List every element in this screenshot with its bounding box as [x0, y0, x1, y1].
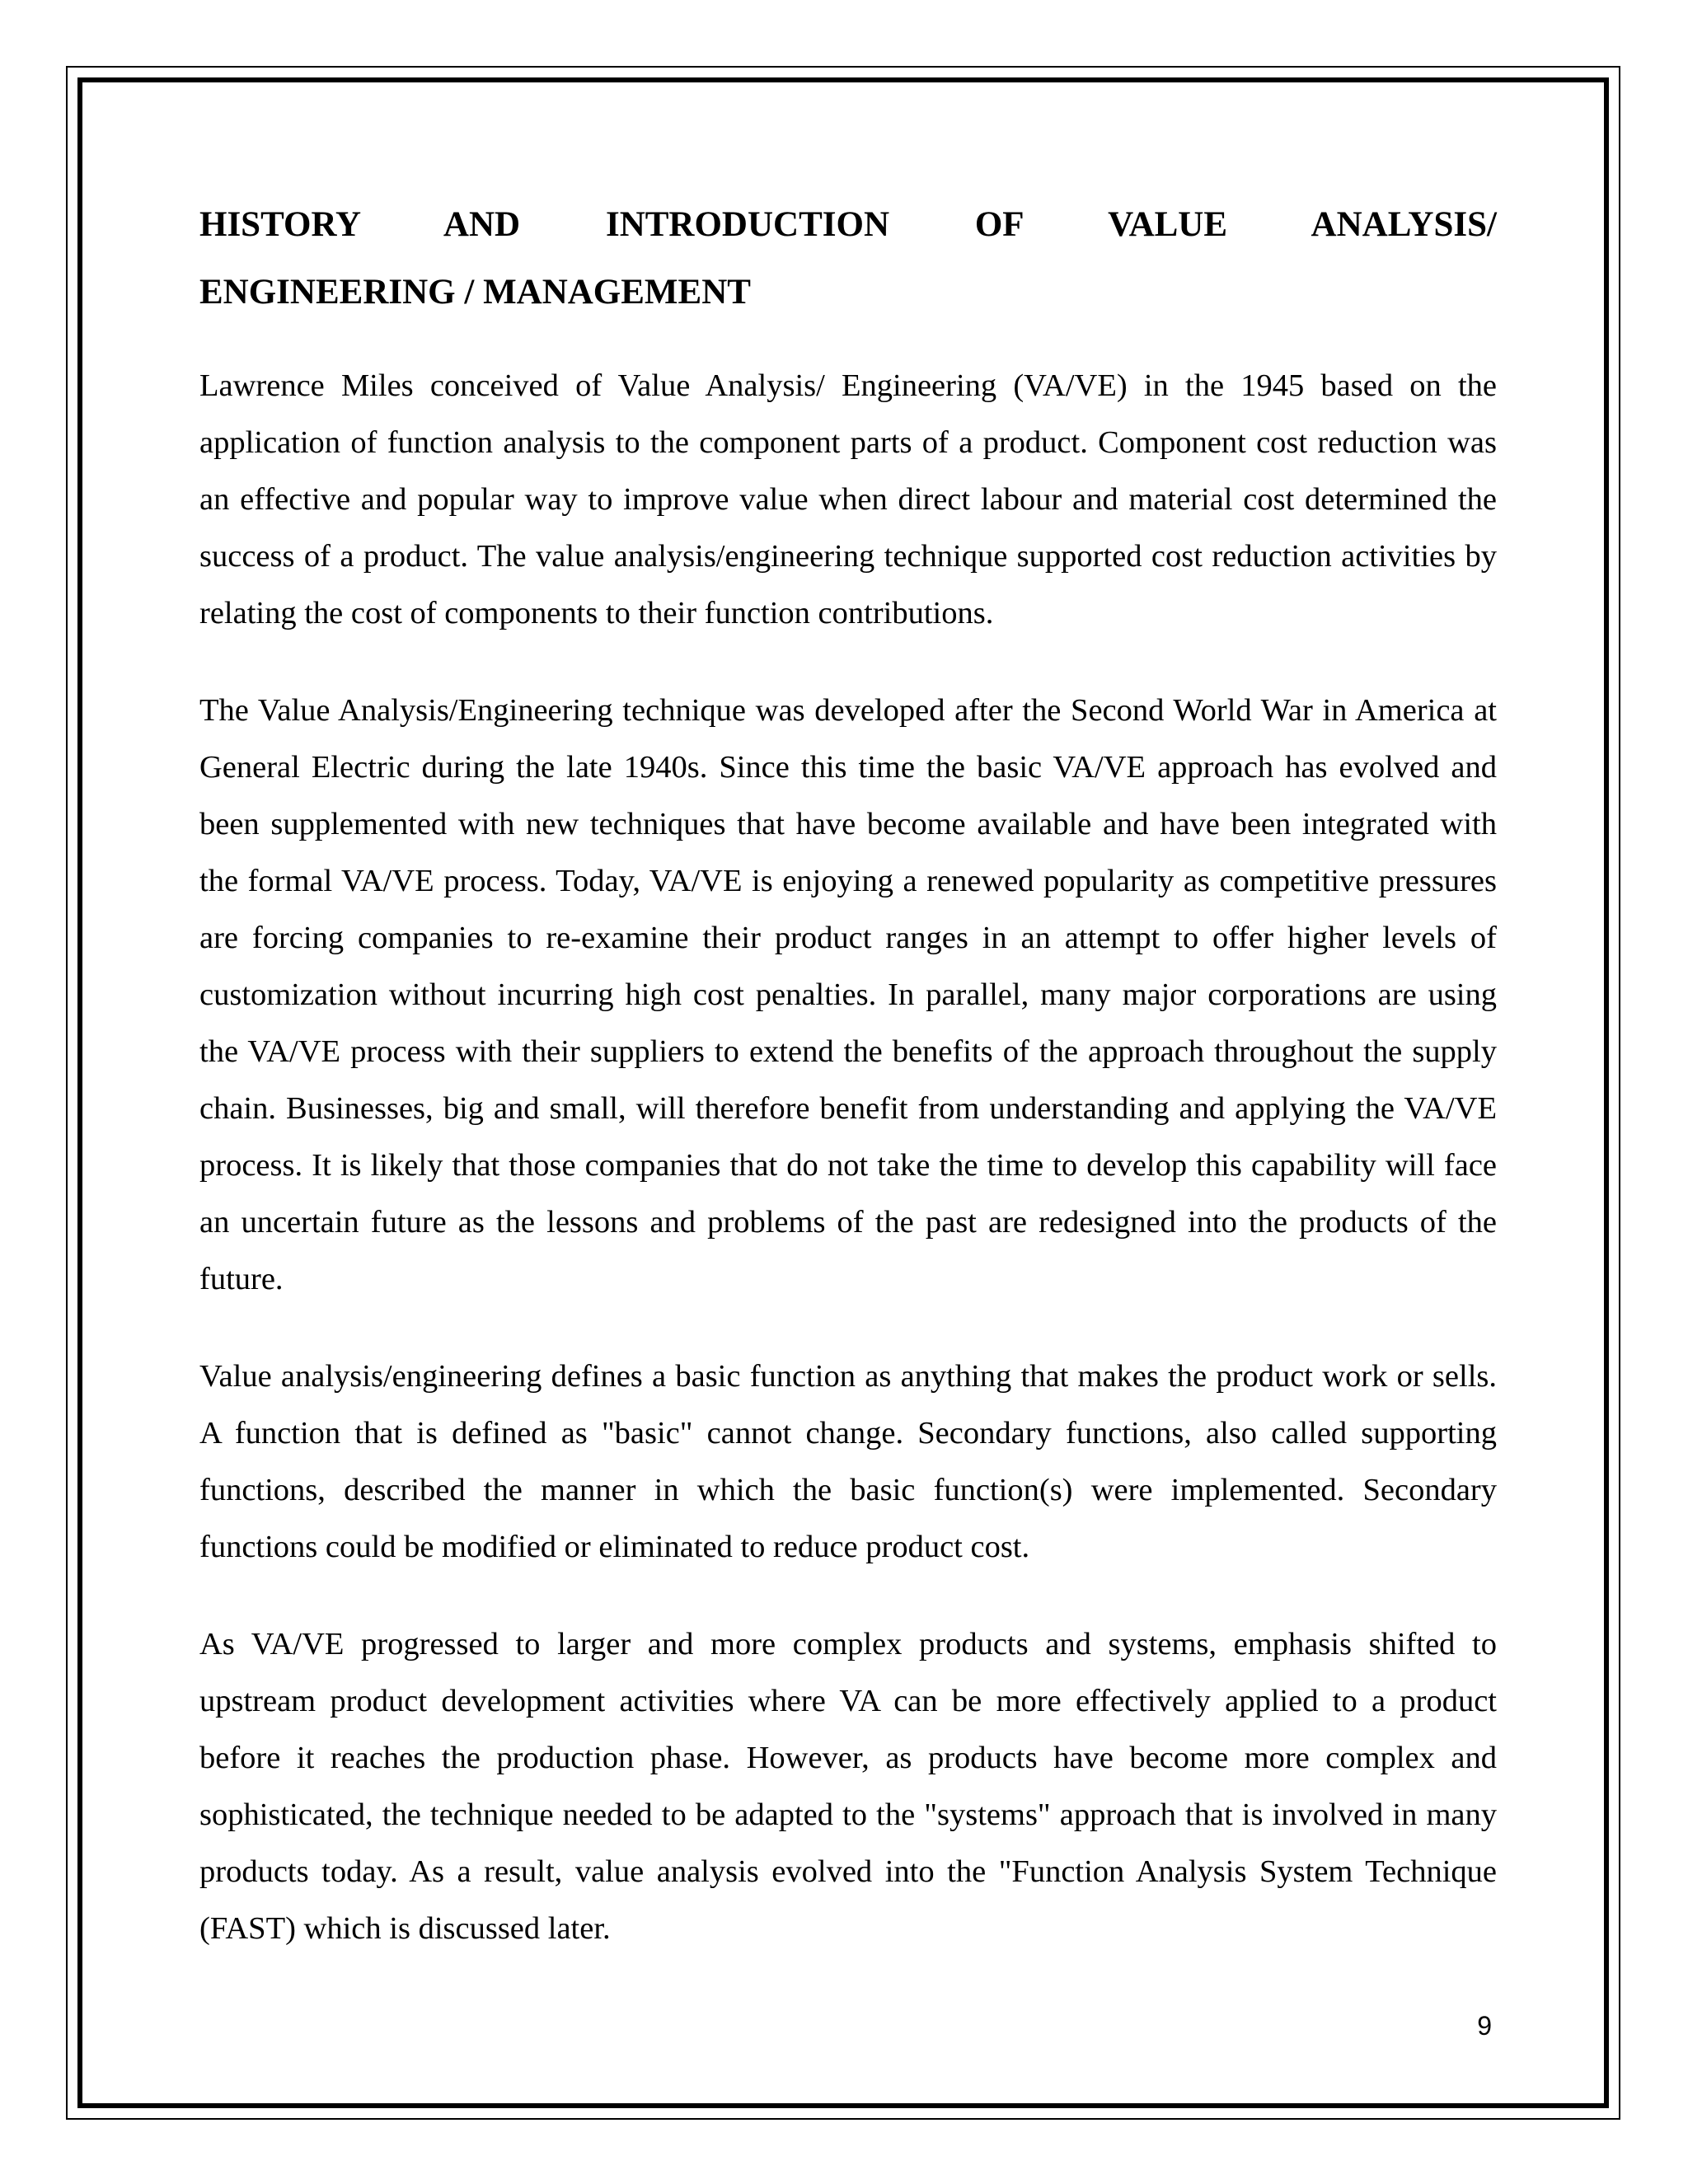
- page-content: [199, 191, 1497, 1998]
- section-heading-line-1: HISTORY AND INTRODUCTION OF VALUE ANALYSIS/: [199, 205, 1497, 244]
- paragraph-fast: As VA/VE progressed to larger and more complex products and systems, emphasis shifted to upstream product development activities where VA can be more effectively applied to a product before it reaches the production phase. However, as products have become more complex and sophisticated, the technique needed to be adapted to the "systems" approach that is involved in many products today. As a result, value analysis evolved into the "Function Analysis System Technique (FAST) which is discussed later.: [199, 1627, 1497, 1946]
- paragraph-development: The Value Analysis/Engineering technique was developed after the Second World War in America at General Electric during the late 1940s. Since this time the basic VA/VE approach has evolved and been supplemented with new techniques that have become available and have been integrated with the formal VA/VE process. Today, VA/VE is enjoying a renewed popularity as competitive pressures are forcing companies to re-examine their product ranges in an attempt to offer higher levels of customization without incurring high cost penalties. In parallel, many major corporations are using the VA/VE process with their suppliers to extend the benefits of the approach throughout the supply chain. Businesses, big and small, will therefore benefit from understanding and applying the VA/VE process. It is likely that those companies that do not take the time to develop this capability will face an uncertain future as the lessons and problems of the past are redesigned into the products of the future.: [199, 693, 1497, 1296]
- section-heading-line-2: ENGINEERING / MANAGEMENT: [199, 273, 751, 312]
- paragraph-basic-function: Value analysis/engineering defines a basic function as anything that makes the product work or sells. A function that is defined as "basic" cannot change. Secondary functions, also called supporting functions, described the manner in which the basic function(s) were implemented. Secondary functions could be modified or eliminated to reduce product cost.: [199, 1359, 1497, 1564]
- page-number: 9: [1477, 2011, 1492, 2041]
- paragraph-origins: Lawrence Miles conceived of Value Analysis/ Engineering (VA/VE) in the 1945 based on the application of function analysis to the component parts of a product. Component cost reduction was an effective and popular way to improve value when direct labour and material cost determined the success of a product. The value analysis/engineering technique supported cost reduction activities by relating the cost of components to their function contributions.: [199, 368, 1497, 630]
- section-heading: [199, 191, 1497, 326]
